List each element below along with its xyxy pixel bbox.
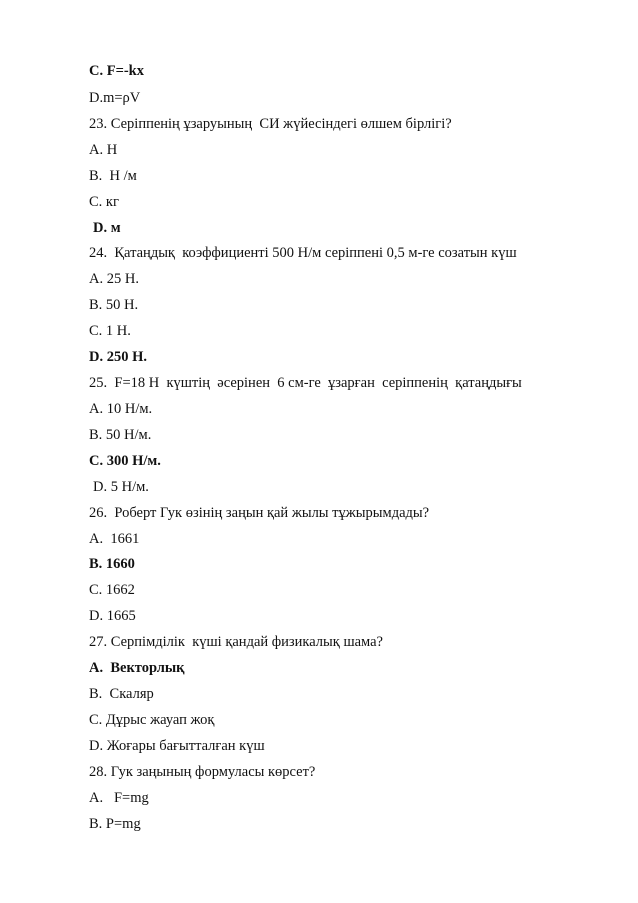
answer-line: В. Скаляр — [89, 686, 154, 702]
answer-line: В. Р=mg — [89, 816, 141, 832]
question-line: 28. Гук заңының формуласы көрсет? — [89, 764, 316, 780]
answer-line: С. кг — [89, 194, 119, 210]
answer-line: D. 1665 — [89, 608, 136, 624]
question-line: 27. Серпімділік күші қандай физикалық шама? — [89, 634, 383, 650]
answer-line: В. 50 Н/м. — [89, 427, 152, 443]
answer-line: D. Жоғары бағытталған күш — [89, 738, 265, 754]
answer-line: В. Н /м — [89, 168, 137, 184]
answer-line: А. Н — [89, 142, 118, 158]
answer-line: D.m=ρV — [89, 90, 141, 106]
question-line: 23. Серіппенің ұзаруының СИ жүйесіндегі өлшем бірлігі? — [89, 116, 452, 132]
answer-line: А. Векторлық — [89, 660, 185, 676]
answer-line: С. 1662 — [89, 582, 135, 598]
answer-line: D. м — [93, 220, 121, 236]
answer-line: D. 5 Н/м. — [93, 479, 149, 495]
answer-line: С. 1 Н. — [89, 323, 131, 339]
answer-line: В. 50 Н. — [89, 297, 139, 313]
question-line: 25. F=18 Н күштің әсерінен 6 см-ге ұзарған серіппенің қатаңдығы — [89, 375, 522, 391]
question-line: 26. Роберт Гук өзінің заңын қай жылы тұжырымдады? — [89, 505, 430, 521]
answer-line: С. 300 Н/м. — [89, 453, 161, 469]
answer-line: С. Дұрыс жауап жоқ — [89, 712, 215, 728]
answer-line: А. 10 Н/м. — [89, 401, 153, 417]
answer-line: C. F=-kx — [89, 63, 144, 79]
answer-line: А. 1661 — [89, 531, 140, 547]
question-line: 24. Қатаңдық коэффициенті 500 Н/м серіппені 0,5 м-ге созатын күш — [89, 245, 517, 261]
answer-line: А. F=mg — [89, 790, 149, 806]
answer-line: D. 250 Н. — [89, 349, 147, 365]
answer-line: В. 1660 — [89, 556, 135, 572]
answer-line: А. 25 Н. — [89, 271, 139, 287]
